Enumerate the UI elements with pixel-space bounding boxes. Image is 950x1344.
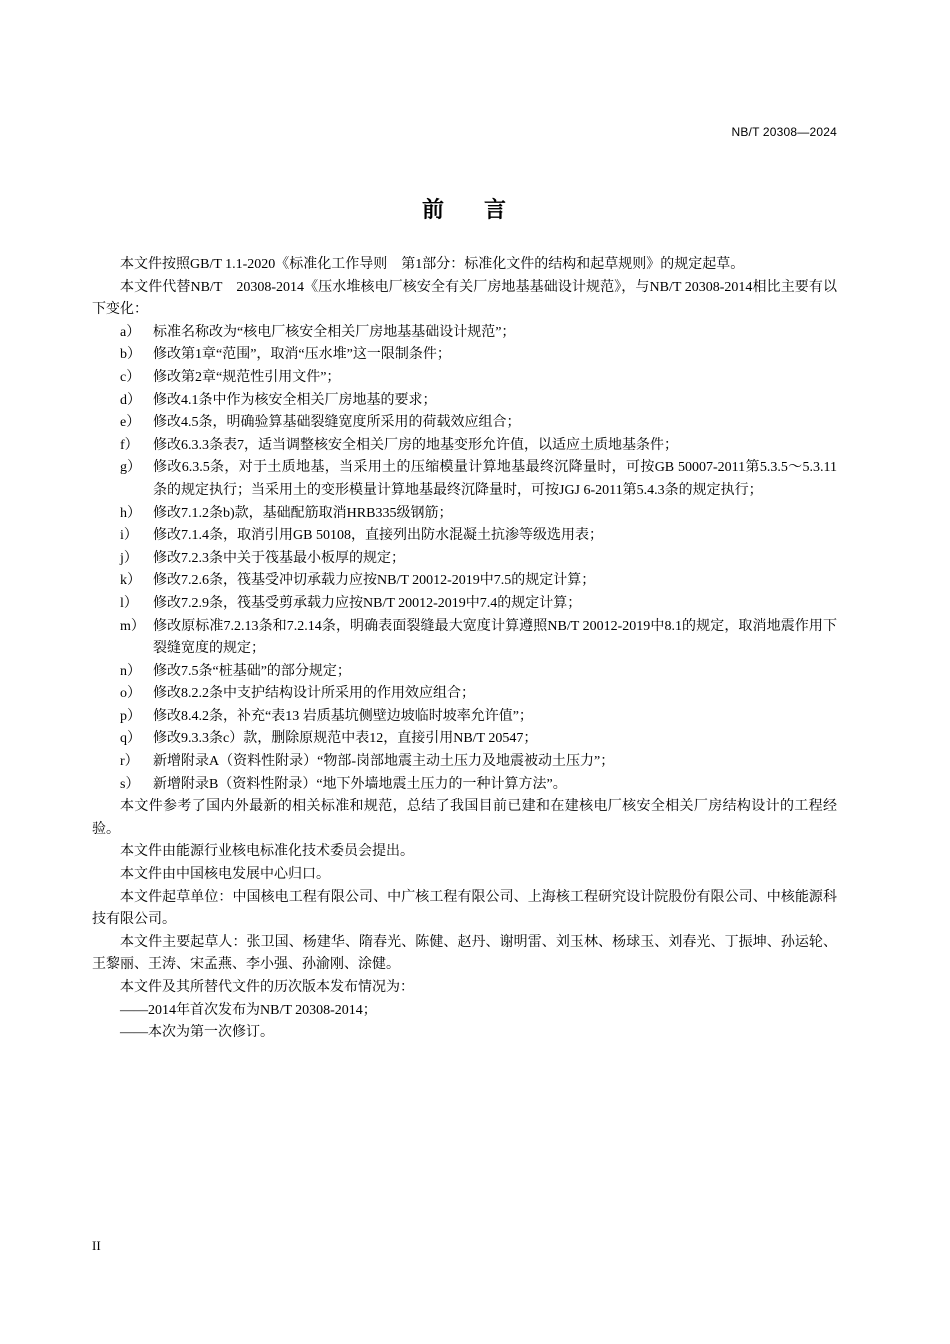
list-marker: m）	[120, 618, 145, 634]
list-item-text: 修改7.1.4条，取消引用GB 50108，直接列出防水混凝土抗渗等级选用表；	[153, 528, 603, 544]
closing-paragraph: 本文件由中国核电发展中心归口。	[120, 867, 330, 883]
list-item-text: 新增附录A（资料性附录）“物部-岗部地震主动土压力及地震被动土压力”；	[153, 754, 615, 770]
list-item	[92, 525, 837, 548]
list-marker: g）	[120, 460, 141, 476]
list-marker: c）	[120, 369, 141, 385]
changes-list	[92, 322, 837, 796]
list-item	[92, 774, 837, 797]
page-title: 前言	[421, 198, 546, 223]
list-marker: i）	[120, 528, 138, 544]
list-item	[92, 548, 837, 571]
list-marker: a）	[120, 324, 141, 340]
list-item	[92, 683, 837, 706]
history-item: ——本次为第一次修订。	[120, 1025, 274, 1041]
list-item-text: 修改8.4.2条，补充“表13 岩质基坑侧壁边坡临时坡率允许值”；	[153, 708, 533, 724]
list-item-text: 修改6.3.3条表7，适当调整核安全相关厂房的地基变形允许值，以适应土质地基条件；	[153, 437, 678, 453]
list-marker: e）	[120, 415, 141, 431]
list-item-text: 修改9.3.3条c）款，删除原规范中表12，直接引用NB/T 20547；	[153, 731, 538, 747]
closing-paragraph: 本文件由能源行业核电标准化技术委员会提出。	[120, 844, 414, 860]
drafting-units-paragraph: 本文件起草单位：中国核电工程有限公司、中广核工程有限公司、上海核工程研究设计院股份有限公司、中核能源科技有限公司。	[92, 889, 837, 928]
list-marker: b）	[120, 347, 141, 363]
document-code: NB/T 20308—2024	[731, 125, 837, 139]
list-item-text: 修改原标准7.2.13条和7.2.14条，明确表面裂缝最大宽度计算遵照NB/T 20012-2019中8.1的规定，取消地震作用下裂缝宽度的规定；	[153, 618, 837, 657]
list-item-text: 修改7.2.3条中关于筏基最小板厚的规定；	[153, 550, 405, 566]
list-marker: l）	[120, 595, 138, 611]
list-item	[92, 593, 837, 616]
list-item-text: 新增附录B（资料性附录）“地下外墙地震土压力的一种计算方法”。	[153, 776, 567, 792]
closing-paragraph: 本文件参考了国内外最新的相关标准和规范，总结了我国目前已建和在建核电厂核安全相关厂房结构设计的工程经验。	[92, 799, 837, 837]
list-item	[92, 390, 837, 413]
list-marker: j）	[120, 550, 138, 566]
list-item-text: 修改7.1.2条b)款，基础配筋取消HRB335级钢筋；	[153, 505, 453, 521]
list-marker: d）	[120, 392, 141, 408]
list-item	[92, 570, 837, 593]
intro-paragraph: 本文件按照GB/T 1.1-2020《标准化工作导则 第1部分：标准化文件的结构和起草规则》的规定起草。	[120, 257, 745, 272]
foreword-body	[92, 254, 837, 1045]
list-item-text: 修改4.1条中作为核安全相关厂房地基的要求；	[153, 392, 437, 408]
list-item-text: 修改第1章“范围”，取消“压水堆”这一限制条件；	[153, 347, 451, 363]
list-marker: k）	[120, 573, 141, 589]
list-item-text: 修改6.3.5条，对于土质地基，当采用土的压缩模量计算地基最终沉降量时，可按GB 50007-2011第5.3.5～5.3.11条的规定执行；当采用土的变形模量计算地基最终沉降量时，可按JGJ 6-2011第5.4.3条的规定执行；	[153, 460, 837, 498]
list-item	[92, 457, 837, 502]
list-item	[92, 616, 837, 661]
drafters-paragraph: 本文件主要起草人：张卫国、杨建华、隋春光、陈健、赵丹、谢明雷、刘玉林、杨球玉、刘春光、丁振坤、孙运轮、王黎丽、王涛、宋孟燕、李小强、孙渝刚、涂健。	[92, 934, 837, 973]
list-item	[92, 435, 837, 458]
list-item-text: 修改4.5条，明确验算基础裂缝宽度所采用的荷载效应组合；	[153, 415, 521, 431]
list-item-text: 标准名称改为“核电厂核安全相关厂房地基基础设计规范”；	[153, 324, 516, 340]
list-item	[92, 322, 837, 345]
list-item-text: 修改第2章“规范性引用文件”；	[153, 369, 341, 385]
list-item-text: 修改7.2.6条，筏基受冲切承载力应按NB/T 20012-2019中7.5的规定计算；	[153, 573, 596, 589]
list-item	[92, 367, 837, 390]
list-marker: r）	[120, 754, 139, 770]
list-marker: p）	[120, 708, 141, 724]
list-item	[92, 661, 837, 684]
list-item-text: 修改7.5条“桩基础”的部分规定；	[153, 663, 351, 679]
list-marker: h）	[120, 505, 141, 521]
list-marker: s）	[120, 776, 140, 792]
list-item-text: 修改7.2.9条，筏基受剪承载力应按NB/T 20012-2019中7.4的规定计算；	[153, 595, 582, 611]
list-item	[92, 503, 837, 526]
list-item	[92, 751, 837, 774]
intro-paragraph: 本文件代替NB/T 20308-2014《压水堆核电厂核安全有关厂房地基基础设计规范》，与NB/T 20308-2014相比主要有以下变化：	[92, 279, 837, 318]
page-number: II	[92, 1238, 101, 1253]
list-marker: o）	[120, 686, 141, 702]
list-item	[92, 412, 837, 435]
list-item	[92, 344, 837, 367]
list-item	[92, 728, 837, 751]
closing-paragraph: 本文件及其所替代文件的历次版本发布情况为：	[120, 980, 414, 995]
list-item-text: 修改8.2.2条中支护结构设计所采用的作用效应组合；	[153, 686, 475, 702]
history-item: ——2014年首次发布为NB/T 20308-2014；	[120, 1002, 377, 1018]
list-marker: n）	[120, 663, 141, 679]
list-marker: q）	[120, 731, 141, 747]
list-item	[92, 706, 837, 729]
list-marker: f）	[120, 437, 139, 453]
